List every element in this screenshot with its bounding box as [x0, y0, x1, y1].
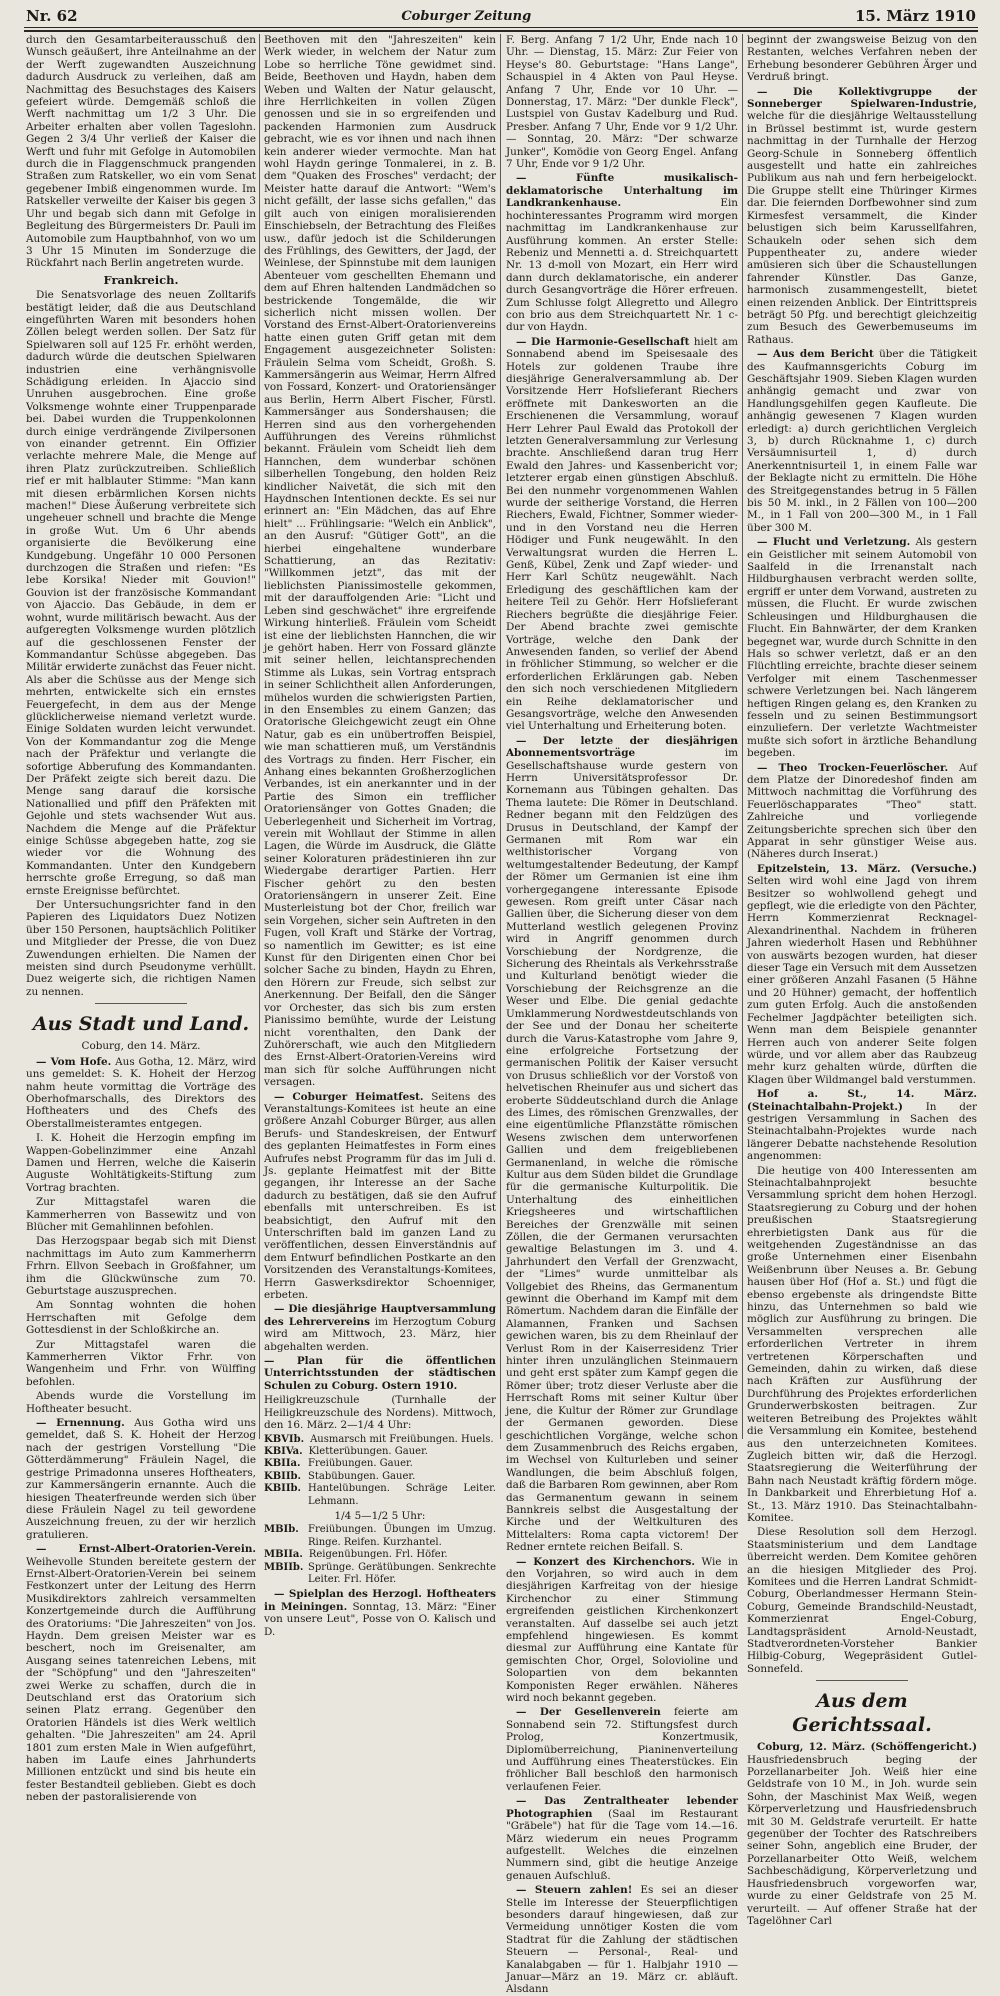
- item-heading: — Die Harmonie-Gesellschaft: [516, 335, 690, 348]
- column-2: [264, 34, 497, 1638]
- article-paragraph: Zur Mittagstafel waren die Kammerherren Viktor Frhr. von Wangenheim und Frhr. von Wülffing befohlen.: [26, 1338, 256, 1388]
- article-text: Es sei an dieser Stelle im Interesse der Steuerpflichtigen besonders darauf hingewiesen, daß zur Vermeidung unnötiger Kosten die vom Stadtrat für die Zahlung der städtischen Steuern — Personal-, Real- und Kanalabgaben — für 1. Halbjahr 1910 — Januar—März an 19. März cr. abläuft. Alsdann: [506, 1884, 738, 1996]
- article-paragraph: Abends wurde die Vorstellung im Hoftheater besucht.: [26, 1390, 256, 1415]
- item-heading: — Aus dem Bericht: [757, 348, 874, 361]
- separator: [95, 1003, 187, 1004]
- article-paragraph: beginnt der zwangsweise Beizug von den Restanten, welches Verfahren neben der Erhebung besonderer Gebühren Ärger und Verdruß bringt.: [747, 34, 977, 84]
- article-text: Ein hochinteressantes Programm wird morgen nachmittag im Landkrankenhause zur Ausführung kommen. An erster Stelle: Rebeniz und Mennetti a. d. Streichquartett Nr. 13 d-moll von Mozart, ein Herr wird dann durch deklamatorische, ein anderer durch Gesangvorträge die Hörer erfreuen. Zum Schlusse folgt Allegretto und Allegro con brio aus dem Streichquartett Nr. 1 c-dur von Haydn.: [506, 197, 738, 334]
- article-text: Aus Gotha wird uns gemeldet, daß S. K. Hoheit der Herzog nach der gestrigen Vorstellung "Die Götterdämmerung" Fräulein Nagel, die gestrige Primadonna unseres Hoftheaters, zur Kammersängerin ernannte. Auch die hiesigen Theaterfreunde werden sich über diese Fräulein Nagel zu teil gewordene Auszeichnung freuen, zu der wir herzlich gratulieren.: [26, 1417, 256, 1541]
- class-activity: Hantelübungen. Schräge Leiter. Lehmann.: [308, 1483, 496, 1507]
- class-activity: Ausmarsch mit Freiübungen. Huels.: [310, 1433, 494, 1445]
- masthead-rule-thick: [24, 30, 978, 32]
- article-paragraph: Beethoven mit den "Jahreszeiten" kein Werk wieder, in welchem der Natur zum Lobe so herrliche Töne gewidmet sind. Beide, Beethoven und Haydn, haben dem Weben und Walten der Natur gelauscht, ihre Herrlichkeiten in vollen Zügen genossen und sie in so ergreifenden und packenden Harmonien zum Ausdruck gebracht, wie es vor ihnen und nach ihnen kein anderer wieder vermochte. Man hat wohl Haydn geringe Tonmalerei, in z. B. dem "Quaken des Frosches" verdacht; der Meister hatte darauf die Antwort: "Wem's nicht gefällt, der lasse sichs gefallen," das gilt auch von einigen moralisierenden Einschiebseln, der Betrachtung des Fleißes usw., dafür jedoch ist die Schilderungen des Frühlings, des Gewitters, der Jagd, der Weinlese, der Spinnstube mit dem launigen Abenteuer vom geschellten Ehemann und dem auf Ehren haltenden Landmädchen so bestrickende Tongemälde, die wir sicherlich nicht missen wollen. Der Vorstand des Ernst-Albert-Oratorienvereins hatte einen guten Griff getan mit dem Engagement ausgezeichneter Solisten: Fräulein Selma vom Scheidt, Großh. S. Kammersängerin aus Weimar, Herrn Alfred von Fossard, Konzert- und Oratoriensänger aus Berlin, Herrn Albert Fischer, Fürstl. Kammersänger aus Sondershausen; die Herren sind aus den vorhergehenden Aufführungen des Vereins rühmlichst bekannt. Fräulein vom Scheidt lieh dem Hannchen, dem wunderbar schönen silberhellen Tongebung, den holden Reiz kindlicher Naivetät, die sich mit den Haydnschen Intentionen deckte. Es sei nur erinnert an: "Ein Mädchen, das auf Ehre hielt" ... Frühlingsarie: "Welch ein Anblick", an den Ausruf: "Gütiger Gott", an die hierbei eingehaltene wunderbare Schattierung, an das Rezitativ: "Willkommen jetzt", das mit der lieblichsten Pianissimostelle gekommen, mit der darauffolgenden Arie: "Licht und Leben sind geschwächet" ihre ergreifende Wirkung hinterließ. Fräulein vom Scheidt ist eine der lieblichsten Hannchen, die wir je gehört haben. Herr von Fossard glänzte mit seiner hellen, leichtansprechenden Stimme als Lukas, sein Vortrag entsprach in seiner Schlichtheit allen Anforderungen, mühelos wurden die schwierigsten Partien, in den Ensembles zu einem Ganzen; das Oratorische Gleichgewicht zeugt ein Ohne Natur, gab es ein unübertroffen Beispiel, wie man schattieren muß, um Verständnis des Vortrags zu finden. Herr Fischer, ein Anhang eines bekannten Großherzoglichen Verbandes, ist ein anerkannter und in der Partie des Simon ein trefflicher Oratoriensänger von Gottes Gnaden; die Ueberlegenheit und Sicherheit im Vortrag, verein mit Wohllaut der Stimme in allen Lagen, die Würde im Ausdruck, die Glätte seiner Koloraturen prädestinieren ihn zur Wiedergabe derartiger Partien. Herr Fischer gehört zu den besten Oratoriensängern in unserer Zeit. Eine Musterleistung bot der Chor, freilich war sein Vorgehen, sicher sein Auftreten in den Fugen, voll Kraft und Stärke der Vortrag, so namentlich im Gewitter; es ist eine Kunst für den Dirigenten einen Chor bei solcher Sache zu binden, Haydn zu Ehren, den Hörern zur Freude, sich selbst zur Anerkennung. Der Beifall, den die Sänger vor Orchester, das sich bis zum ersten Pianissimo bemühte, wurde der Leistung nicht vorenthalten, den Dank der Zuhörerschaft, wie auch den Mitgliedern des Ernst-Albert-Oratorien-Vereins wird man sich für solche Aufführungen nicht versagen.: [264, 34, 496, 1089]
- article-text: hielt am Sonnabend abend im Speisesaale des Hotels zur goldenen Traube ihre diesjährige Generalversammlung ab. Der Vorsitzende Herr Hofslieferant Riechers eröffnete mit Dankesworten an die Erschienenen die Versammlung, worauf Herr Lehrer Paul Ewald das Protokoll der letzten Generalversammlung zur Verlesung brachte. Anschließend daran trug Herr Ewald den Jahres- und Kassenbericht vor; letzterer ergab einen günstigen Abschluß. Bei den nunmehr vorgenommenen Wahlen wurde der seitherige Vorstand, die Herren Riechers, Ewald, Fichtner, Sommer wieder- und in den Vorstand neu die Herren Hödiger und Funk neugewählt. In den Verwaltungsrat wurden die Herren L. Genß, Kübel, Zenk und Zapf wieder- und Herr Karl Schütz neugewählt. Nach Erledigung des geschäftlichen kam der heitere Teil zu Gehör. Herr Hofslieferant Riechers begrüßte die diesjährige Feier. Der Abend brachte zwei gemischte Vorträge, welche den Dank der Anwesenden fanden, so verlief der Abend in fröhlicher Stimmung, so welcher er die erforderlichen Erklärungen gab. Neben den sich noch verschiedenen Mitgliedern ein Reihe deklamatorischer und Gesangsvorträge, welche den Anwesenden viel Unterhaltung und Erheiterung boten.: [506, 335, 738, 733]
- item-heading: — Die diesjährige Hauptversammlung des Lehrervereins: [264, 1303, 496, 1328]
- class-activity: Freiübungen. Übungen im Umzug. Ringe. Reifen. Kurzhantel.: [308, 1524, 496, 1548]
- article-paragraph: Das Herzogspaar begab sich mit Dienst nachmittags im Auto zum Kammerherrn Frhrn. Ellvon Seebach in Großfahner, um ihm die Glückwünsche zum 70. Geburtstage auszusprechen.: [26, 1235, 256, 1297]
- class-code: MBIIa.: [264, 1549, 303, 1561]
- article-text: welche für die diesjährige Weltausstellung in Brüssel bestimmt ist, wurde gestern nachmittag in der Turnhalle der Herzog Georg-Schule in Sonneberg öffentlich ausgestellt und hatte ein zahlreiches Publikum aus nah und fern herbeigelockt. Die Gruppe stellt eine Thüringer Kirmes dar. Die feiernden Dorfbewohner sind zum Kirmesfest versammelt, die Kinder belustigen sich beim Karussellfahren, Schaukeln oder sehen sich dem Puppentheater zu, andere wieder amüsieren sich über die Schaustellungen fahrender Künstler. Das Ganze, harmonisch zusammengestellt, bietet einen reizenden Anblick. Der Eintrittspreis beträgt 50 Pfg. und berechtigt gleichzeitig zum Besuch des Gewerbemuseums im Rathaus.: [747, 110, 977, 346]
- masthead: [26, 6, 976, 26]
- article-text: Wie in den Vorjahren, so wird auch in dem diesjährigen Karfreitag von der hiesige Kirchenchor zu einer Stimmung ergreifenden geistlichen Kirchenkonzert veranstalten. Auf dasselbe sei auch jetzt empfehlend hingewiesen. Es kommt diesmal zur Aufführung eine Kantate für gemischten Chor, Orgel, Solovioline und Solopartien von dem bekannten Komponisten Reger erwählen. Näheres wird noch bekannt gegeben.: [506, 1555, 738, 1705]
- item-heading: — Das Zentraltheater lebender Photographien: [506, 1795, 738, 1820]
- column-3: [506, 34, 738, 1996]
- class-code: KBIVa.: [264, 1445, 303, 1457]
- column-4: [747, 34, 978, 1927]
- item-heading: — Vom Hofe.: [36, 1055, 112, 1068]
- article-paragraph: Die Senatsvorlage des neuen Zolltarifs bestätigt leider, daß die aus Deutschland eingeführten Waren mit besonders hohen Zöllen belegt werden sollen. Der Satz für Spielwaren soll auf 125 Fr. erhöht werden, dadurch würde die deutschen Spielwaren industrien eine verhängnisvolle Schädigung erleiden. In Ajaccio sind Unruhen ausgebrochen. Eine große Volksmenge wohnte einer Truppenparade bei. Dabei wurden die Truppenkolonnen durch einige verdrängende Zivilpersonen von einander getrennt. Ein Offizier verlachte mehrere Male, die Menge auf ihren Platz zurückzutreiben. Schließlich rief er mit halblauter Stimme: "Man kann mit diesen erbärmlichen Korsen nichts machen!" Diese Äußerung verbreitete sich ungeheuer schnell und brachte die Menge in große Wut. Um 6 Uhr abends organisierte die Bevölkerung eine Kundgebung. Ungefähr 10 000 Personen durchzogen die Straßen und riefen: "Es lebe Korsika! Nieder mit Gouvion!" Gouvion ist der französische Kommandant von Ajaccio. Das Gebäude, in dem er wohnt, wurde militärisch bewacht. Aus der aufgeregten Volksmenge wurden plötzlich auf die geschlossenen Fenster der Kommandantur Schüsse abgegeben. Das Militär erwiderte zunächst das Feuer nicht. Als aber die Schüsse aus der Menge sich mehrten, entwickelte sich ein ernstes Feuergefecht, in dem aus der Menge glücklicherweise niemand verletzt wurde. Einige Soldaten wurden leicht verwundet. Von der Kommandantur zog die Menge nach der Präfektur und verlangte die sofortige Abberufung des Kommandanten. Der Präfekt zeigte sich bereit dazu. Die Menge sang darauf die korsische Nationallied und pfiff den Präfekten mit Gejohle und stets wachsender Wut aus. Nachdem die Menge auf die Präfektur einige Schüsse abgegeben hatte, zog sie wieder vor die Wohnung des Kommandanten. Unter den Kundgebern herrschte große Erregung, so daß man ernste Ereignisse befürchtet.: [26, 289, 256, 897]
- class-code: MBIIb.: [264, 1561, 304, 1573]
- item-heading: Epitzelstein, 13. März. (Versuche.): [757, 862, 977, 875]
- class-activity: Sprünge. Gerätübungen. Senkrechte Leiter. Frl. Höfer.: [308, 1561, 496, 1585]
- article-text: über die Tätigkeit des Kaufmannsgerichts Coburg im Geschäftsjahr 1909. Sieben Klagen wurden anhängig gemacht und zwar von Handlungsgehilfen gegen Kaufleute. Die anhängig gewesenen 7 Klagen wurden erledigt: a) durch gerichtlichen Vergleich 3, b) durch Rücknahme 1, c) durch Versäumnisurteil 1, d) durch Anerkenntnisurteil 1, in einem Falle war der Beklagte nicht zu ermitteln. Die Höhe des Streitgegenstandes betrug in 5 Fällen bis 50 M. inkl., in 2 Fällen von 100—200 M., in 1 Fall von 200—300 M., in 1 Fall über 300 M.: [747, 348, 978, 534]
- issue-number: Nr. 62: [26, 7, 78, 25]
- separator: [816, 1680, 908, 1681]
- article-paragraph: durch den Gesamtarbeiterausschuß den Wunsch geäußert, ihre Anteilnahme an der der Werft zugewandten Auszeichnung dadurch Ausdruck zu verleihen, daß am Nachmittag des Besuchstages des Kaisers gefeiert würde. Demgemäß schloß die Werft nachmittag um 1/2 3 Uhr. Die Arbeiter erhalten aber vollen Tageslohn. Gegen 2 3/4 Uhr verließ der Kaiser die Werft und fuhr mit Gefolge in Automobilen durch die in Flaggenschmuck prangenden Straßen zum Ratskeller, wo ein vom Senat gegebener Imbiß eingenommen wurde. Im Ratskeller verweilte der Kaiser bis gegen 3 Uhr und begab sich dann mit Gefolge in Begleitung des Bürgermeisters Dr. Pauli im Automobile zum Hauptbahnhof, von wo um 3 Uhr 15 Minuten im Sonderzuge die Rückfahrt nach Berlin angetreten wurde.: [26, 34, 256, 270]
- column-divider: [742, 34, 743, 1439]
- item-heading: — Coburger Heimatfest.: [274, 1090, 424, 1103]
- item-heading: — Der Gesellenverein: [516, 1706, 661, 1719]
- column-divider: [259, 34, 260, 1439]
- schedule-row: [264, 1434, 496, 1446]
- section-title-court: Aus dem Gerichtssaal.: [792, 1690, 932, 1737]
- schedule-row: [264, 1458, 496, 1470]
- article-paragraph: I. K. Hoheit die Herzogin empfing im Wappen-Gobelinzimmer eine Anzahl Damen und Herren, welche die Kaiserin Auguste Wohltätigkeits-Stiftung zum Vortrag brachten.: [26, 1132, 256, 1194]
- class-activity: Reigenübungen. Frl. Höfer.: [308, 1549, 448, 1561]
- masthead-rule: [24, 27, 978, 28]
- article-text: im Gesellschaftshause wurde gestern von Herrn Universitätsprofessor Dr. Kornemann aus Tübingen gehalten. Das Thema lautete: Die Römer in Deutschland. Redner begann mit den Feldzügen des Drusus in Deutschland, der Kampf der Germanen mit Rom war ein welthistorischer Vorgang von weltumgestaltender Bedeutung, der Kampf der Römer um Germanien ist eine ihm vorhergegangene interessante Episode gewesen. Rom greift unter Cäsar nach Gallien über, die Sicherung dieser von dem Mutterland westlich gelegenen Provinz wird in Angriff genommen durch Vorschiebung der Nordgrenze, die Sicherung des Rheintals als Verkehrsstraße und Kulturland benötigt wieder die Vorschiebung der Reichsgrenze an die Weser und Elbe. Die genial gedachte Umklammerung Nordwestdeutschlands von der See und der Donau her scheiterte durch die Varus-Katastrophe vom Jahre 9, eine erfolgreiche Fortsetzung der germanischen Politik der Kaiser versucht von Drusus schließlich vor der Vorstoß von helvetischen Rheinufer aus und sichert das eroberte Süddeutschland durch die Anlage des Limes, des römischen Grenzwalles, der eine eigentümliche Pflanzstätte römischen Wesens zwischen dem unterworfenen Gallien und dem freigebliebenen Germanenland, in welche die römische Kultur aus dem Süden bildet die Grundlage für die germanische Kulturpolitik. Die Unterhaltung des einheitlichen Kriegsheeres und wirtschaftlichen Bereiches der Grenzwälle mit seinen Zöllen, die der Germanen verursachten gewaltige Belastungen im 3. und 4. Jahrhundert den Verfall der Grenzwacht, der "Limes" wurde unmittelbar als Vollgebiet des Rheins, das Germanentum gewinnt die Oberhand im Kampf mit dem Römertum. Nachdem daran die Einfälle der Alamannen, Franken und Sachsen gewichen waren, bis zu dem Rheinlauf der Verlust Rom in der Kaiserresidenz Trier hinter ihren unzulänglichen Steinmauern und geht erst später zum Kampf gegen die Römer über; trotz dieser Verluste aber die Herrschaft Roms mit seiner Kultur über jene, die Kultur der Römer zur Grundlage der Germanen geworden. Diese geschichtlichen Vorgänge, welche schon dem Zusammenbruch des Reichs ergaben, im Wechsel von Kulturleben und seiner Wandlungen, die beim Abschluß folgen, daß die Barbaren Rom gewinnen, aber Rom das Germanentum gewann in seinem Bannkreis selbst die Ausgestaltung der Kirche und der Weltkulturen des Mittelalters: Roma capta victorem! Der Redner erntete reichen Beifall. S.: [506, 747, 738, 1554]
- item-heading: — Spielplan des Herzogl. Hoftheaters in Meiningen.: [264, 1588, 496, 1613]
- schedule-table-2: [264, 1524, 496, 1586]
- dateline: Coburg, den 14. März.: [81, 1040, 201, 1053]
- class-code: KBIIa.: [264, 1458, 301, 1470]
- item-heading: — Fünfte musikalisch-deklamatorische Unterhaltung im Landkrankenhause.: [506, 172, 738, 210]
- article-text: In der gestrigen Versammlung in Sachen des Steinachtalbahn-Projektes wurde nach längerer Debatte nachstehende Resolution angenommen:: [747, 1100, 977, 1163]
- article-text: im Herzogtum Coburg wird am Mittwoch, 23. März, hier abgehalten werden.: [264, 1315, 497, 1353]
- schedule-row: [264, 1562, 496, 1587]
- article-text: Weihevolle Stunden bereitete gestern der Ernst-Albert-Oratorien-Verein bei seinem Festkonzert unter der Leitung des Herrn Musikdirektors zahlreich versammelten Konzertgemeinde durch die Aufführung des Oratoriums: "Die Jahreszeiten" von Jos. Haydn. Dem greisen Meister war es beschert, noch im Greisenalter, am Ausgang seines tatenreichen Lebens, mit der "Schöpfung" und den "Jahreszeiten" zwei Werke zu schaffen, durch die in Deutschland erst das Oratorium sich seinen Platz errang. Gegenüber den Oratorien Händels ist dies Werk weltlich gehalten. "Die Jahreszeiten" am 24. April 1801 zum ersten Male in Wien aufgeführt, haben im Laufe eines Jahrhunderts Millionen entzückt und sind bis heute ein fester Bestandteil geblieben. Giebt es doch neben der pastoralisierende von: [26, 1555, 256, 1804]
- article-text: Auf dem Platze der Dinoredeshof finden am Mittwoch nachmittag die Vorführung des Feuerlöschapparates "Theo" statt. Zahlreiche und vorliegende Zeitungsberichte sprechen sich über den Apparat in sehr günstiger Weise aus. (Näheres durch Inserat.): [747, 761, 977, 861]
- article-paragraph: Heiligkreuzschule (Turnhalle der Heiligkreuzschule des Nordens). Mittwoch, den 16. März. 2—1/4 4 Uhr:: [264, 1394, 496, 1432]
- item-heading: — Ernennung.: [36, 1417, 125, 1430]
- class-code: MBIb.: [264, 1524, 299, 1536]
- class-activity: Kletterübungen. Gauer.: [308, 1445, 428, 1457]
- item-heading: — Theo Trocken-Feuerlöscher.: [757, 761, 949, 774]
- class-code: KBIIb.: [264, 1483, 301, 1495]
- article-text: feierte am Sonnabend sein 72. Stiftungsfest durch Prolog, Konzertmusik, Diplomüberreichung, Pianinenverteilung und Aufführung eines Theaterstückes. Ein fröhlicher Ball beschloß den harmonisch verlaufenen Feier.: [506, 1706, 738, 1793]
- article-text: (Saal im Restaurant "Gräbele") hat für die Tage vom 14.—16. März wiederum ein neues Programm aufgestellt. Welches die einzelnen Nummern sind, gibt die heutige Anzeige genauen Aufschluß.: [506, 1807, 738, 1882]
- schedule-row: [264, 1549, 496, 1561]
- article-text: Als gestern ein Geistlicher mit seinem Automobil von Saalfeld in die Irrenanstalt nach Hildburghausen verbracht werden sollte, ergriff er unter dem Vorwand, austreten zu müssen, die Flucht. Er wurde zwischen Schleusingen und Hildburghausen die Flucht. Ein Bahnwärter, der dem Kranken begegnet war, wurde durch Schnitte in den Hals so schwer verletzt, daß er an den Flüchtling erreichte, brachte dieser seinem Verfolger mit einem Taschenmesser schwere Verletzungen bei. Nach längerem heftigen Ringen gelang es, den Kranken zu fesseln und zu seinen Bestimmungsort einzuliefern. Der verletzte Wachtmeister mußte sich sofort in ärztliche Behandlung begeben.: [747, 536, 977, 760]
- schedule-table-1: [264, 1434, 496, 1508]
- item-heading: — Konzert des Kirchenchors.: [516, 1555, 695, 1568]
- item-heading: — Steuern zahlen!: [516, 1884, 633, 1897]
- item-heading: — Die Kollektivgruppe der Sonneberger Spielwaren-Industrie,: [747, 85, 977, 111]
- item-heading: Hof a. St., 14. März. (Steinachtalbahn-Projekt.): [747, 1088, 977, 1113]
- article-paragraph: F. Berg. Anfang 7 1/2 Uhr, Ende nach 10 Uhr. — Dienstag, 15. März: Zur Feier von Heyse's 80. Geburtstage: "Hans Lange", Schauspiel in 4 Akten von Paul Heyse. Anfang 7 Uhr, Ende vor 10 Uhr. — Donnerstag, 17. März: "Der dunkle Fleck", Lustspiel von Gustav Kadelburg und Rud. Presber. Anfang 7 Uhr, Ende vor 9 1/2 Uhr. — Sonntag, 20. März: "Der schwarze Junker", Komödie von Georg Engel. Anfang 7 Uhr, Ende vor 9 1/2 Uhr.: [506, 34, 738, 171]
- section-title-local: Aus Stadt und Land.: [32, 1013, 250, 1036]
- time-slot: 1/4 5—1/2 5 Uhr:: [334, 1509, 426, 1522]
- item-heading: — Ernst-Albert-Oratorien-Verein.: [36, 1543, 256, 1556]
- article-text: Seitens des Veranstaltungs-Komitees ist heute an eine größere Anzahl Coburger Bürger, aus allen Berufs- und Standeskreisen, der Entwurf des geplanten Heimatfestes in Form eines Aufrufes nebst Programm für das im Juli d. Js. geplante Heimatfest mit der Bitte gegangen, ihr Interesse an der Sache dadurch zu bestätigen, daß sie den Aufruf ebenfalls mit unterschreiben. Es ist beabsichtigt, den Aufruf mit den Unterschriften bald im ganzen Land zu veröffentlichen, dessen Einverständnis auf dem Entwurf befindlichen Postkarte an den Vorsitzenden des Veranstaltungs-Komitees, Herrn Gaswerksdirektor Schoenniger, erbeten.: [264, 1090, 496, 1302]
- newspaper-title: Coburger Zeitung: [401, 8, 532, 24]
- article-text: Hausfriedensbruch beging der Porzellanarbeiter Joh. Weiß hier eine Geldstrafe von 10 M., in Joh. wurde sein Sohn, der Maschinist Max Weiß, wegen Körperverletzung und Hausfriedensbruch mit 30 M. Geldstrafe verurteilt. Er hatte gegenüber der Tochter des Ratschreibers seiner Sohn, angeblich eine Bruder, der Porzellanarbeiter Otto Weiß, welchem Sachbeschädigung, Körperverletzung und Hausfriedensbruch vorgeworfen war, wurde zu einer Geldstrafe von 25 M. verurteilt. — Auf offener Straße hat der Tagelöhner Carl: [747, 1753, 977, 1927]
- article-text: Aus Gotha, 12. März, wird uns gemeldet: S. K. Hoheit der Herzog nahm heute vormittag die Vorträge des Oberhofmarschalls, des Direktors des Hoftheaters und des Chefs des Oberstallmeisteramtes entgegen.: [26, 1055, 256, 1130]
- class-activity: Freiübungen. Gauer.: [308, 1458, 413, 1470]
- article-paragraph: Der Untersuchungsrichter fand in den Papieren des Liquidators Duez Notizen über 150 Personen, hauptsächlich Politiker und Mitglieder der Presse, die von Duez Zuwendungen erhielten. Die Namen der meisten sind durch Pseudonyme verhüllt. Duez weigerte sich, die richtigen Namen zu nennen.: [26, 899, 256, 998]
- section-heading-frankreich: Frankreich.: [103, 272, 179, 287]
- item-heading: — Der letzte der diesjährigen Abonnementsvorträge: [506, 734, 738, 760]
- schedule-row: [264, 1524, 496, 1549]
- article-text: Selten wird wohl eine Jagd von ihrem Besitzer so wohlwollend gehegt und gepflegt, wie die erledigte von den Pächter, Herrn Kommerzienrat Recknagel-Alexandrinenthal. Nachdem in früheren Jahren wiederholt Hasen und Rebhühner von auswärts bezogen wurden, hat dieser dieser Tage ein Versuch mit dem Aussetzen einer größeren Anzahl Fasanen (5 Hähne und 20 Hühner) gemacht, der hoffentlich zum guten Erfolg. Auch die anstoßenden Fechelmer Jagdpächter beteiligten sich. Wenn man dem Beispiele genannter Herren auch von anderer Seite folgen würde, und vor allem aber das Raubzeug mehr kurz gehalten würde, dürften die Klagen über Wildmangel bald verstummen.: [747, 875, 977, 1086]
- item-heading: Coburg, 12. März. (Schöffengericht.): [757, 1741, 977, 1754]
- class-activity: Stabübungen. Gauer.: [308, 1470, 416, 1482]
- article-paragraph: Am Sonntag wohnten die hohen Herrschaften mit Gefolge dem Gottesdienst in der Schloßkirche an.: [26, 1299, 256, 1337]
- class-code: KBIIb.: [264, 1470, 301, 1482]
- article-paragraph: Die heutige von 400 Interessenten am Steinachtalbahnprojekt besuchte Versammlung spricht dem hohen Herzogl. Staatsregierung zu Coburg und der hohen preußischen Staatsregierung ehrerbietigsten Dank aus für die weitgehenden Zugeständnisse an das große Unternehmen einer Eisenbahn Weißenbrunn über Neuses a. Br. Gebung hausen über Hof (Hof a. St.) und fügt die ebenso ergebenste als dringendste Bitte hinzu, das Unternehmen so bald wie möglich zur Ausführung zu bringen. Die Versammelten versprechen alle erforderlichen Vertreter in ihrem vertretenen Körperschaften und Gemeinden, dahin zu wirken, daß diese nach Kräften zur Ausführung der Durchführung des Projektes erforderlichen Grunderwerbskosten beitragen. Zur weiteren Betreibung des Projektes wählt die Versammlung ein Komitee, bestehend aus den unterzeichneten Komitees. Zugleich bitten wir, daß die Herzogl. Staatsregierung die Weiterführung der Bahn nach Neustadt kräftig fördern möge. In Dankbarkeit und Ehrerbietung Hof a. St., 13. März 1910. Das Steinachtalbahn-Komitee.: [747, 1164, 977, 1524]
- class-code: KBVIb.: [264, 1433, 305, 1445]
- schedule-row: [264, 1471, 496, 1483]
- column-1: [26, 34, 256, 1804]
- item-heading: — Flucht und Verletzung.: [757, 536, 911, 549]
- article-text: Sonntag, 13. März: "Einer von unsere Leut", Posse von O. Kalisch und D.: [264, 1600, 496, 1638]
- schedule-row: [264, 1483, 496, 1508]
- schedule-row: [264, 1446, 496, 1458]
- article-paragraph: Diese Resolution soll dem Herzogl. Staatsministerium und dem Landtage überreicht werden. Dem Komitee gehören an die hiesigen Mitglieder des Proj. Komitees und die Herren Landrat Schmidt-Coburg, Oberlandmesser Hermann Stein-Coburg, Gemeinde Brandschild-Neustadt, Kommerzienrat Engel-Coburg, Landtagspräsident Arnold-Neustadt, Stadtverordneten-Vorsteher Bankier Hilbig-Coburg, Wegepräsident Gutlel-Sonnefeld.: [747, 1526, 977, 1675]
- issue-date: 15. März 1910: [854, 7, 976, 25]
- item-heading: — Plan für die öffentlichen Unterrichtsstunden der städtischen Schulen zu Coburg. Ostern 1910.: [264, 1355, 496, 1392]
- article-paragraph: Zur Mittagstafel waren die Kammerherren von Bassewitz und von Blücher mit Gemahlinnen befohlen.: [26, 1196, 256, 1233]
- column-divider: [500, 34, 501, 1439]
